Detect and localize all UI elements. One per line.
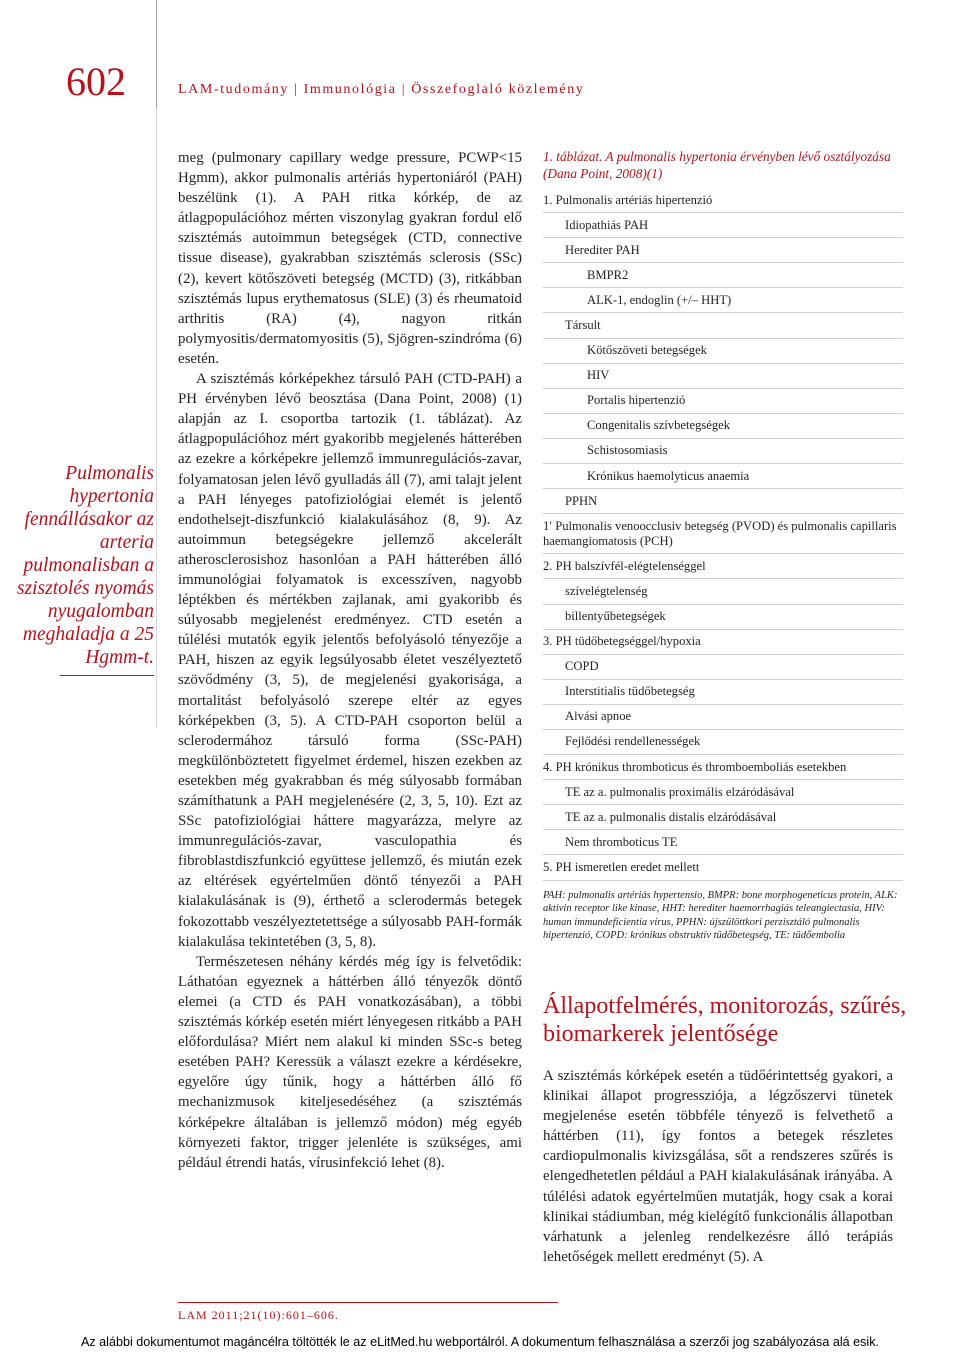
table-row: HIV [543, 364, 903, 389]
table-footnote: PAH: pulmonalis artériás hypertensio, BMPR: bone morphogeneticus protein, ALK: aktivin receptor like kinase, HHT: herediter haemorrhagiás teleangiectasia, HIV: human immundeficientia virus, PPHN: újszülöttkori perzisztáló pulmonalis hipertenzió, COPD: krónikus obstruktív tüdőbetegség, TE: tüdőembolia [543, 889, 898, 942]
table-row: 1. Pulmonalis artériás hipertenzió [543, 188, 903, 213]
table-row: ALK-1, endoglin (+/– HHT) [543, 288, 903, 313]
table-row: PPHN [543, 489, 903, 514]
table-row: Congenitalis szívbetegségek [543, 414, 903, 439]
table-body [543, 188, 903, 881]
running-title: LAM-tudomány | Immunológia | Összefoglaló közlemény [178, 82, 585, 97]
table-row: 3. PH tüdőbetegséggel/hypoxia [543, 630, 903, 655]
table-caption: 1. táblázat. A pulmonalis hypertonia érvényben lévő osztályozása (Dana Point, 2008)(1) [543, 149, 891, 181]
table-row: 2. PH balszívfél-elégtelenséggel [543, 554, 903, 579]
margin-divider [156, 108, 157, 728]
table-row: Nem thromboticus TE [543, 830, 903, 855]
table-row: Kötőszöveti betegségek [543, 339, 903, 364]
main-text-column [178, 148, 522, 1173]
page-number: 602 [66, 59, 126, 104]
header-divider [156, 0, 157, 108]
table-row: Alvási apnoe [543, 705, 903, 730]
download-notice: Az alábbi dokumentumot magáncélra töltötték le az eLitMed.hu webportálról. A dokumentum felhasználása a szerzői jog szabályozása alá esik. [0, 1332, 960, 1352]
table-row: Társult [543, 313, 903, 338]
pull-quote-text: Pulmonalis hypertonia fennállásakor az arteria pulmonalisban a szisztolés nyomás nyugalomban meghaladja a 25 Hgmm-t. [16, 463, 154, 668]
table-row: szívelégtelenség [543, 579, 903, 604]
classification-table [543, 148, 903, 943]
table-row: Fejlődési rendellenességek [543, 730, 903, 755]
section-heading: Állapotfelmérés, monitorozás, szűrés, biomarkerek jelentősége [543, 993, 907, 1047]
journal-reference: LAM 2011;21(10):601–606. [178, 1308, 339, 1322]
table-row: Herediter PAH [543, 238, 903, 263]
paragraph-3: Természetesen néhány kérdés még így is felvetődik: Láthatóan egyeznek a háttérben álló tényezők döntő elemei (a CTD és PAH vonatkozásában), a többi szisztémás kórkép esetén miért lényegesen ritkább a PAH előfordulása? Miért nem alakul ki minden SSc-s beteg esetében PAH? Keressük a választ ezekre a kérdésekre, egyelőre úgy tűnik, hogy a háttérben álló fő mechanizmusok kiteljesedéséhez (a szisztémás kórképekre általában is jellemző módon) még egyéb környezeti faktor, trigger jelenléte is szükséges, ami például étrendi hatás, vírusinfekció lehet (8). [178, 953, 522, 1171]
journal-rule [178, 1302, 558, 1303]
table-row: COPD [543, 655, 903, 680]
section-text: A szisztémás kórképek esetén a tüdőérintettség gyakori, a klinikai állapot progressziója, a légzőszervi tünetek megjelenése esetén többféle tényező is felvethető a háttérben (11), így fontos a betegek részletes cardiopulmonalis kivizsgálása, sőt a rendszeres szűrés is elengedhetetlen például a PAH kialakulásának irányába. A túlélési adatok egyértelműen mutatják, hogy csak a korai klinikai stádiumban, még kielégítő funkcionális állapotban várhatunk a jelenleg rendelkezésre álló terápiás lehetőségek mellett eredményt (5). A [543, 1068, 893, 1265]
paragraph-2: A szisztémás kórképekhez társuló PAH (CTD-PAH) a PH érvényben lévő beosztása (Dana Point, 2008) (1) alapján az I. csoportba tartozik (1. táblázat). Az átlagpopulációhoz mért gyakoribb megjelenés hátterében az ezekre a kórképekre jellemző immunregulációs-zavar, folyamatosan jelen lévő gyulladás áll (7), ami talajt jelent a PAH lényeges patofiziológiai elemét is jelentő endothelsejt-diszfunkció kialakulásához (8, 9). Az autoimmun betegségekre jellemző akcelerált atherosclerosishoz hasonlóan a PAH hátterében álló immunológiai folyamatok is excesszíven, nagyobb léptékben és mértékben zajlanak, ami gyakoribb és súlyosabb megjelenést eredményez. CTD esetén a túlélési mutatók egyik jelentős befolyásoló tényezője a PAH, hiszen az egyik legsúlyosabb életet veszélyeztető szövődmény (3, 5), de megjelenési gyakorisága, a mortalitást befolyásoló szerepe eltér az egyes kórképekben (3, 5). A CTD-PAH csoporton belül a sclerodermához társuló forma (SSc-PAH) megkülönböztetett figyelmet érdemel, hiszen ezekben az esetekben még gyakrabban és még súlyosabb formában számíthatunk a PAH megjelenésére (2, 3, 5, 10). Ezt az SSc patofiziológiai háttere magyarázza, melyre az immunregulációs-zavar, vasculopathia és fibroblastdiszfunkció együttese jellemző, és miután ezek az eltérések egyértelműen döntő tényezői a PAH kialakulásának is (9), érthető a sclerodermás betegek fokozottabb veszélyeztetettsége a súlyosabb PAH-formák kialakulása tekintetében (3, 5, 8). [178, 371, 522, 950]
pull-quote-rule [60, 675, 154, 676]
table-row: Portalis hipertenzió [543, 389, 903, 414]
table-row: Interstitialis tüdőbetegség [543, 680, 903, 705]
paragraph-1: meg (pulmonary capillary wedge pressure, PCWP<15 Hgmm), akkor pulmonalis artériás hypertoniáról (PAH) beszélünk (1). A PAH ritka kórkép, de az átlagpopulációhoz mérten viszonylag gyakran fordul elő szisztémás autoimmun betegségek (CTD, connective tissue disease), gyakrabban szisztémás sclerosis (SSc) (2), kevert kötőszöveti betegség (MCTD) (3), ritkábban szisztémás lupus erythematosus (SLE) (3) és rheumatoid arthritis (RA) (4), nagyon ritkán polymyositis/dermatomyositis (5), Sjögren-szindróma (6) esetén. [178, 150, 522, 367]
table-row: BMPR2 [543, 263, 903, 288]
table-row: Krónikus haemolyticus anaemia [543, 464, 903, 489]
table-row: TE az a. pulmonalis distalis elzáródásával [543, 805, 903, 830]
table-row: 1′ Pulmonalis venoocclusiv betegség (PVOD) és pulmonalis capillaris haemangiomatosis (PCH) [543, 514, 903, 554]
pull-quote [0, 462, 154, 676]
table-row: 4. PH krónikus thromboticus és thromboemboliás esetekben [543, 755, 903, 780]
table-row: Idiopathiás PAH [543, 213, 903, 238]
table-row: TE az a. pulmonalis proximális elzáródásával [543, 780, 903, 805]
table-row: billentyűbetegségek [543, 605, 903, 630]
table-row: Schistosomiasis [543, 439, 903, 464]
table-row: 5. PH ismeretlen eredet mellett [543, 855, 903, 880]
